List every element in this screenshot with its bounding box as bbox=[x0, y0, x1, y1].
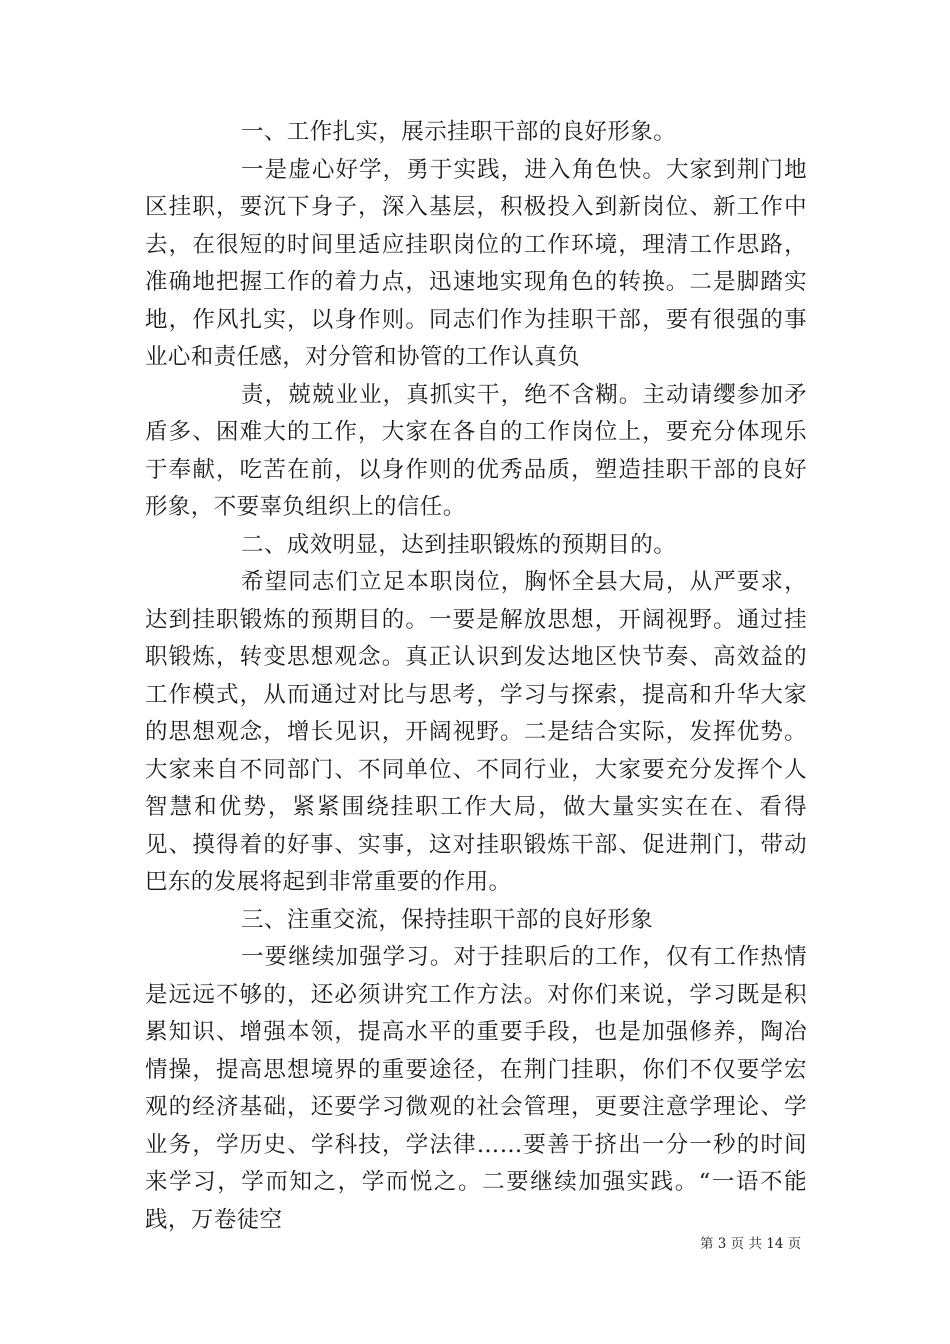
page-number-footer: 第 3 页 共 14 页 bbox=[700, 1236, 802, 1252]
paragraph: 责，兢兢业业，真抓实干，绝不含糊。主动请缨参加矛盾多、困难大的工作，大家在各自的工作岗位上，要充分体现乐于奉献，吃苦在前，以身作则的优秀品质，塑造挂职干部的良好形象，不要辜负组织上的信任。 bbox=[145, 381, 807, 520]
paragraph: 一是虚心好学，勇于实践，进入角色快。大家到荆门地区挂职，要沉下身子，深入基层，积极投入到新岗位、新工作中去，在很短的时间里适应挂职岗位的工作环境，理清工作思路，准确地把握工作的着力点，迅速地实现角色的转换。二是脚踏实地，作风扎实，以身作则。同志们作为挂职干部，要有很强的事业心和责任感，对分管和协管的工作认真负 bbox=[145, 156, 807, 370]
section-heading-2: 二、成效明显，达到挂职锻炼的预期目的。 bbox=[241, 531, 677, 558]
document-body bbox=[145, 114, 807, 1239]
section-heading-1: 一、工作扎实，展示挂职干部的良好形象。 bbox=[241, 119, 677, 145]
section-heading-3: 三、注重交流，保持挂职干部的良好形象 bbox=[241, 906, 654, 933]
paragraph: 希望同志们立足本职岗位，胸怀全县大局，从严要求，达到挂职锻炼的预期目的。一要是解放思想，开阔视野。通过挂职锻炼，转变思想观念。真正认识到发达地区快节奏、高效益的工作模式，从而通过对比与思考，学习与探索，提高和升华大家的思想观念，增长见识，开阔视野。二是结合实际，发挥优势。大家来自不同部门、不同单位、不同行业，大家要充分发挥个人智慧和优势，紧紧围绕挂职工作大局，做大量实实在在、看得见、摸得着的好事、实事，这对挂职锻炼干部、促进荆门，带动巴东的发展将起到非常重要的作用。 bbox=[145, 569, 807, 895]
paragraph: 一要继续加强学习。对于挂职后的工作，仅有工作热情是远远不够的，还必须讲究工作方法。对你们来说，学习既是积累知识、增强本领，提高水平的重要手段，也是加强修养，陶冶情操，提高思想境界的重要途径，在荆门挂职，你们不仅要学宏观的经济基础，还要学习微观的社会管理，更要注意学理论、学业务，学历史、学科技，学法律……要善于挤出一分一秒的时间来学习，学而知之，学而悦之。二要继续加强实践。“一语不能践，万卷徒空 bbox=[145, 944, 807, 1233]
